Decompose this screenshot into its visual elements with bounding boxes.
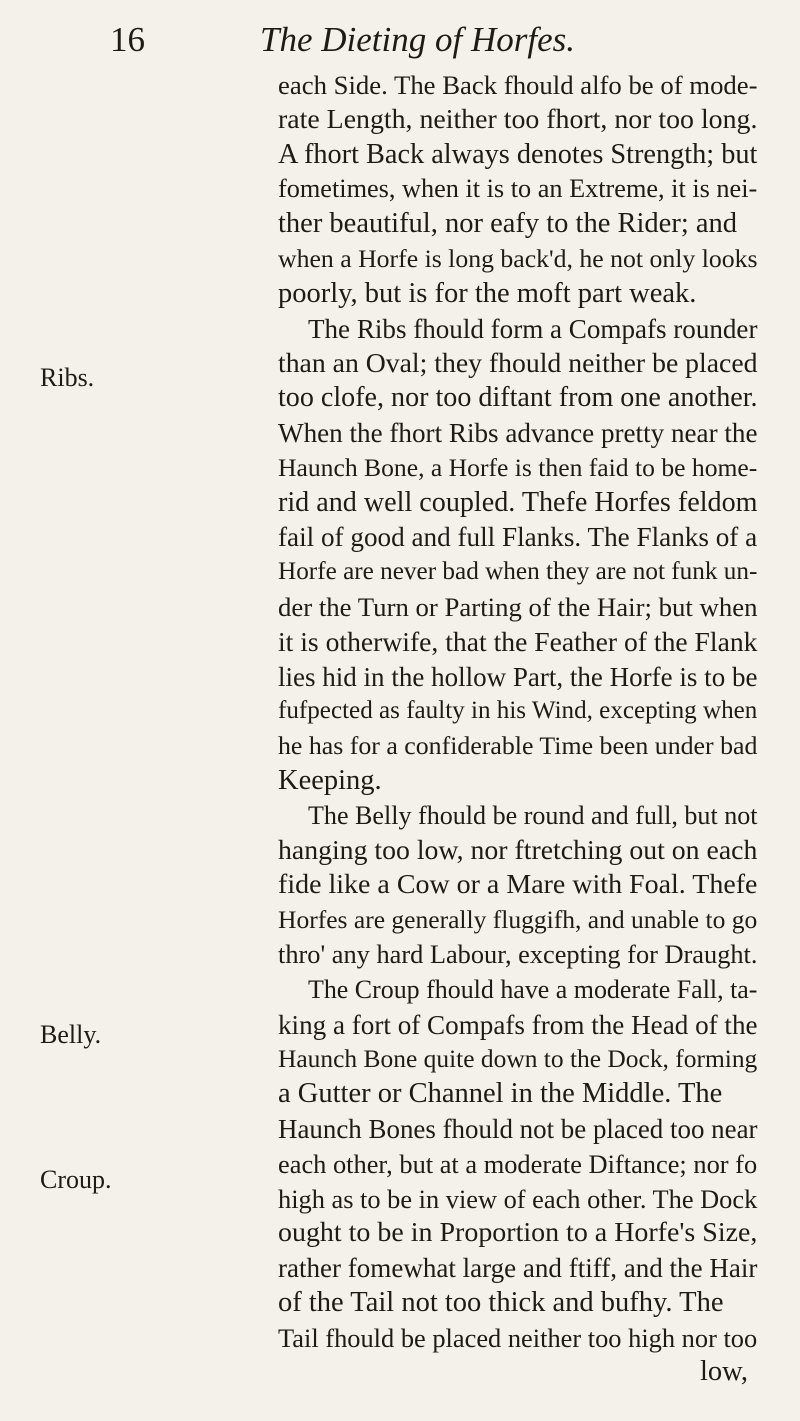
text-line: Haunch Bone quite down to the Dock, forming	[278, 1044, 758, 1074]
page-number: 16	[110, 20, 145, 59]
margin-note-belly: Belly.	[40, 1020, 102, 1049]
text-line: hanging too low, nor ftretching out on each	[278, 834, 758, 866]
text-line: lies hid in the hollow Part, the Horfe is to be	[278, 661, 758, 692]
text-line: king a fort of Compafs from the Head of the	[278, 1009, 758, 1040]
text-line: thro' any hard Labour, excepting for Draught.	[278, 939, 758, 969]
text-line: of the Tail not too thick and bufhy. The	[278, 1286, 724, 1318]
text-line: when a Horfe is long back'd, he not only looks	[278, 243, 758, 273]
text-line: The Belly fhould be round and full, but not	[308, 800, 758, 830]
text-line: poorly, but is for the moft part weak.	[278, 277, 697, 309]
text-line: high as to be in view of each other. The Dock	[278, 1183, 758, 1214]
text-line: each Side. The Back fhould alfo be of mode-	[278, 70, 758, 100]
margin-note-ribs: Ribs.	[40, 363, 95, 392]
body-text	[278, 68, 760, 1390]
text-line: The Croup fhould have a moderate Fall, ta-	[308, 974, 758, 1004]
text-line: a Gutter or Channel in the Middle. The	[278, 1078, 723, 1110]
page-header	[110, 18, 750, 62]
text-line: Horfe are never bad when they are not funk un-	[278, 558, 758, 586]
text-line: rid and well coupled. Thefe Horfes feldom	[278, 486, 758, 518]
text-line: A fhort Back always denotes Strength; but	[278, 138, 758, 170]
text-line: each other, but at a moderate Diftance; nor fo	[278, 1148, 758, 1179]
text-line: ther beautiful, nor eafy to the Rider; and	[278, 208, 738, 240]
text-line: Keeping.	[278, 764, 382, 796]
text-line: The Ribs fhould form a Compafs rounder	[308, 313, 758, 344]
running-title: The Dieting of Horfes.	[260, 20, 575, 59]
text-line: When the fhort Ribs advance pretty near the	[278, 417, 758, 448]
text-line: fail of good and full Flanks. The Flanks of a	[278, 522, 758, 553]
text-line: fufpected as faulty in his Wind, excepting when	[278, 697, 758, 725]
text-line: Tail fhould be placed neither too high nor too	[278, 1322, 758, 1353]
text-line: ought to be in Proportion to a Horfe's Size,	[278, 1217, 758, 1249]
text-line: he has for a confiderable Time been under bad	[278, 731, 758, 761]
text-line: Haunch Bones fhould not be placed too near	[278, 1113, 758, 1144]
text-line: it is otherwife, that the Feather of the Flank	[278, 625, 758, 657]
text-line: rate Length, neither too fhort, nor too long.	[278, 103, 758, 135]
text-line: fometimes, when it is to an Extreme, it is nei-	[278, 174, 758, 204]
text-line: fide like a Cow or a Mare with Foal. Thefe	[278, 869, 758, 901]
text-line: Horfes are generally fluggifh, and unable to go	[278, 905, 758, 935]
text-line: than an Oval; they fhould neither be placed	[278, 347, 758, 379]
text-line: too clofe, nor too diftant from one another.	[278, 382, 758, 414]
text-line: der the Turn or Parting of the Hair; but when	[278, 591, 758, 622]
text-line: Haunch Bone, a Horfe is then faid to be home-	[278, 452, 758, 482]
margin-note-croup: Croup.	[40, 1165, 112, 1194]
catchword: low,	[699, 1356, 748, 1388]
text-line: rather fomewhat large and ftiff, and the Hair	[278, 1253, 758, 1284]
